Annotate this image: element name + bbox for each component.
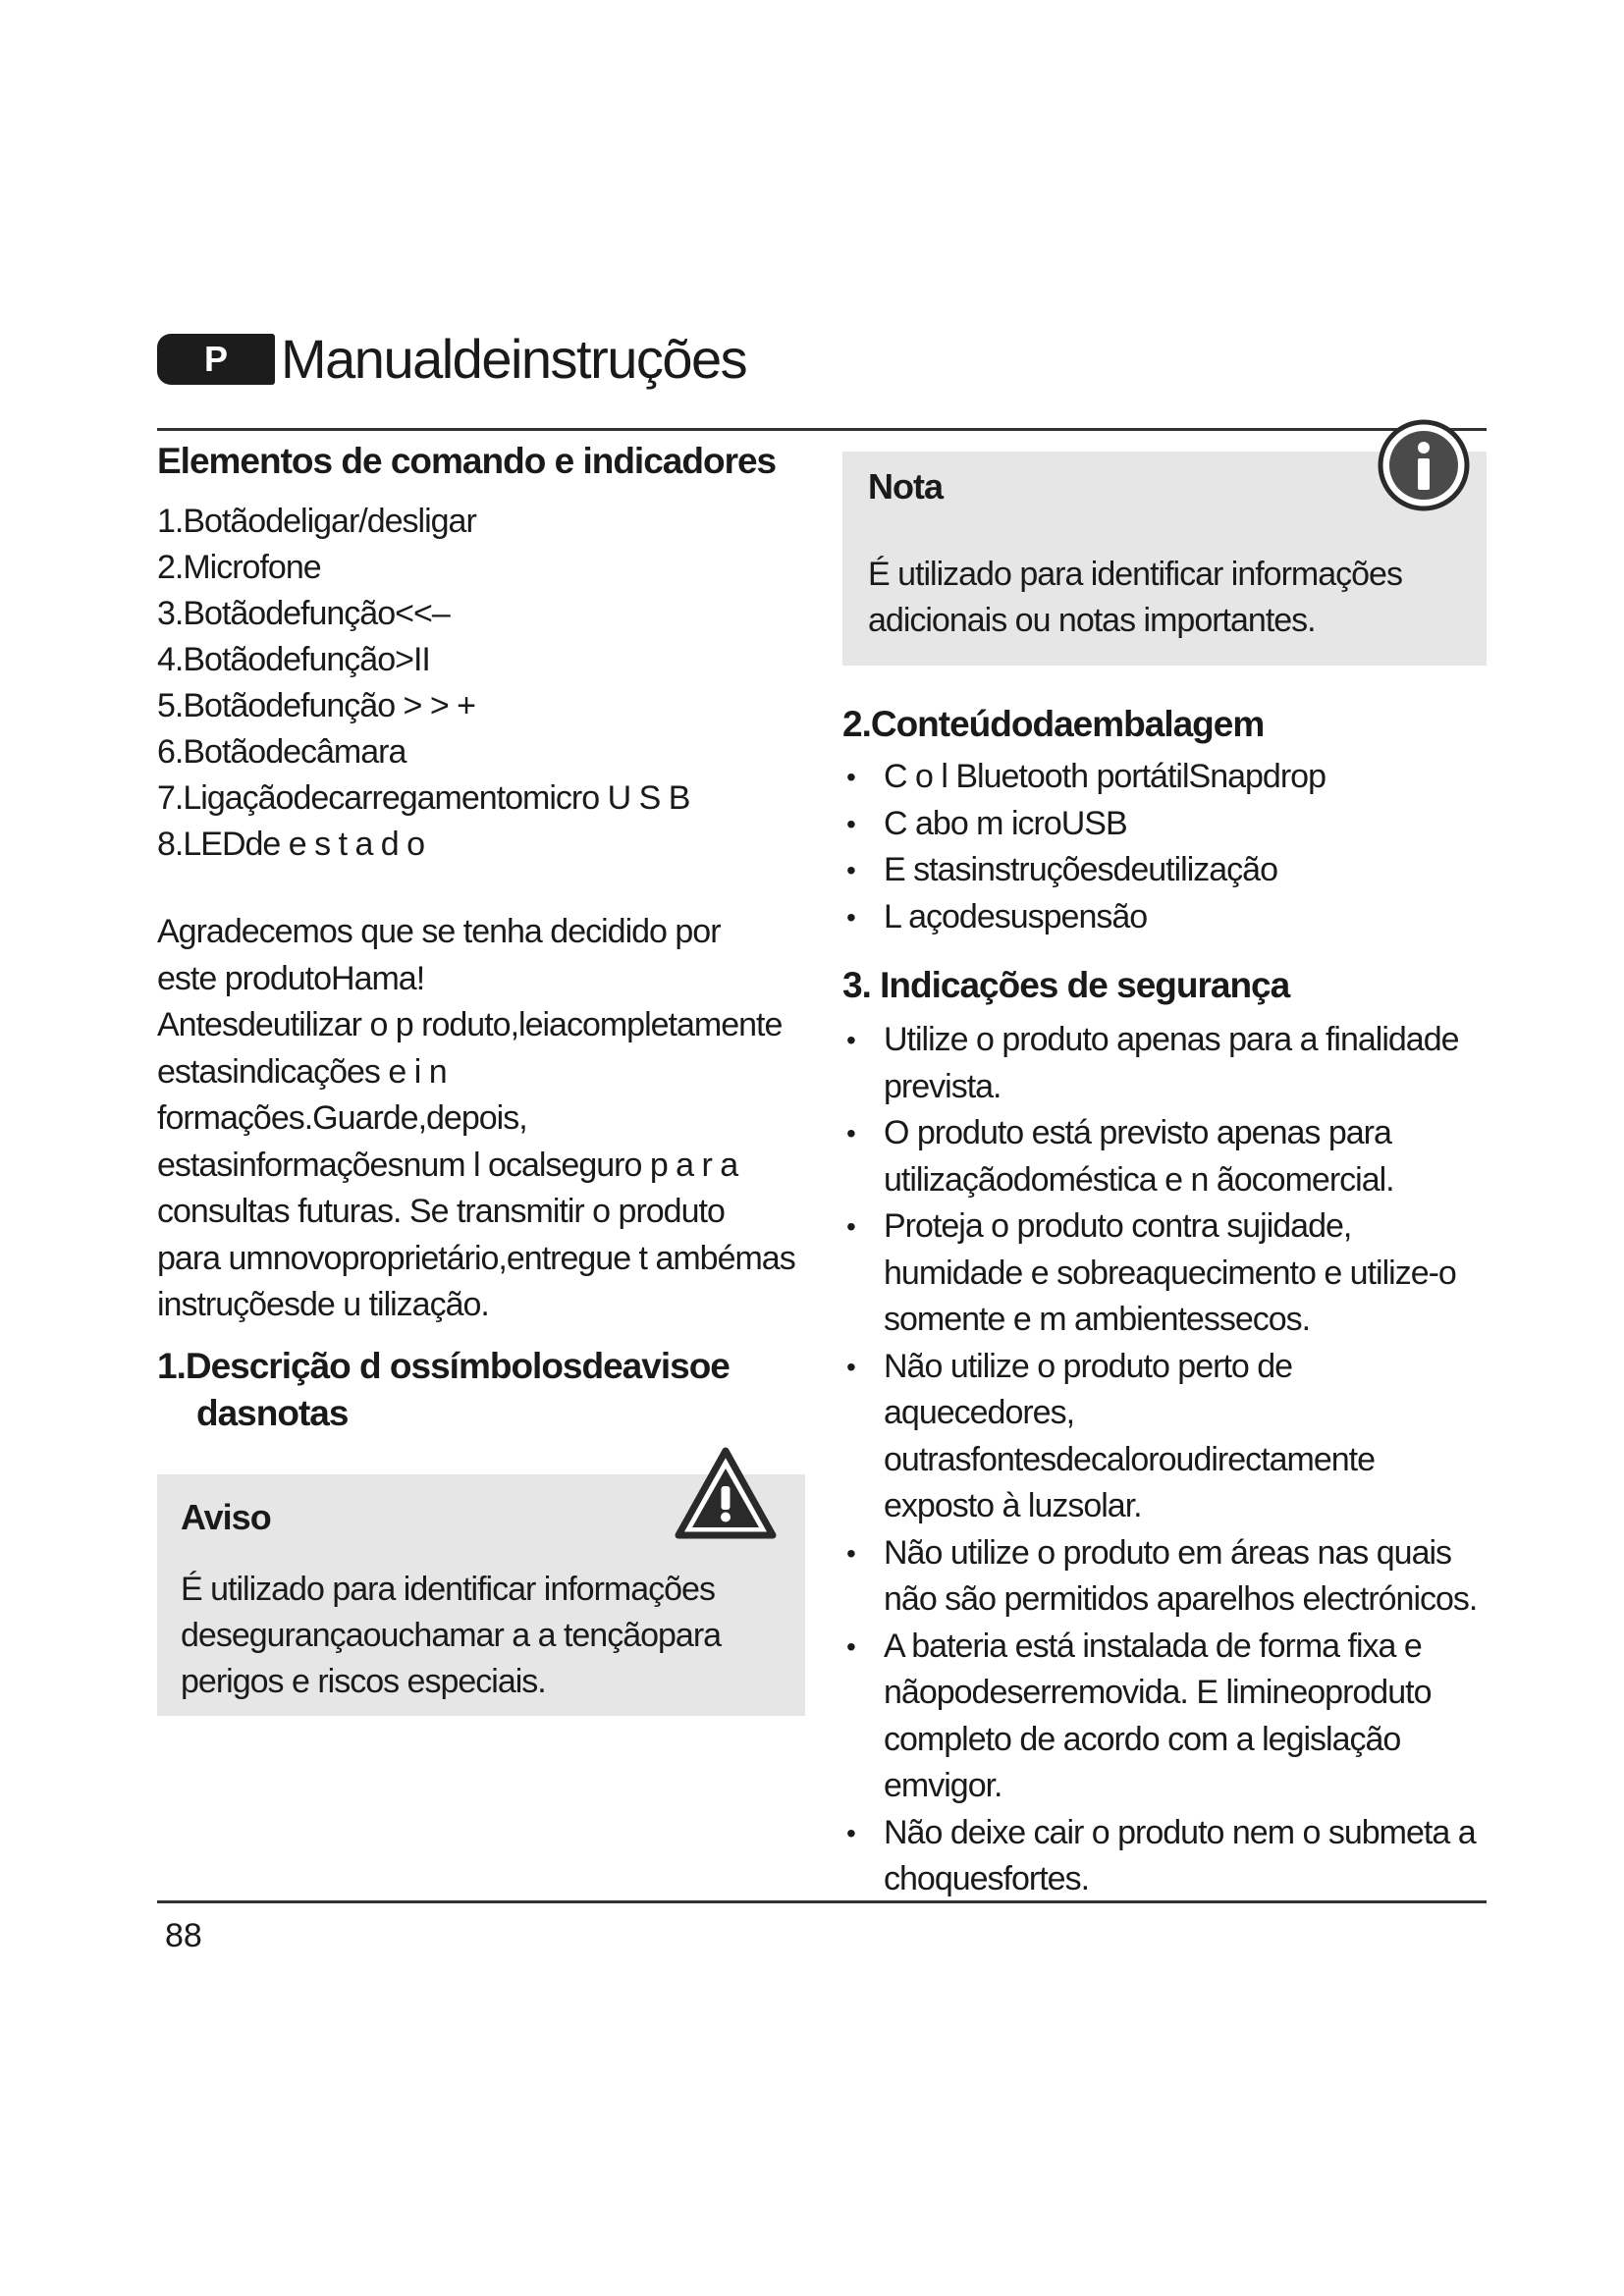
list-item: 1.Botãodeligar/desligar: [157, 503, 476, 540]
list-item: 7.Ligaçãodecarregamentomicro U S B: [157, 779, 690, 817]
note-box-title: Nota: [868, 466, 943, 507]
list-item: • A bateria está instalada de forma fixa e nãopodeserremovida. E limineoproduto completo de acordo com a legislação emvigor.: [846, 1627, 1432, 1804]
list-item: 4.Botãodefunção>II: [157, 641, 430, 678]
symbols-heading-line2: dasnotas: [196, 1392, 349, 1433]
list-item: 3.Botãodefunção<<–: [157, 595, 450, 632]
page-title: Manualdeinstruções: [281, 328, 747, 390]
safety-list: [842, 1017, 1481, 1903]
right-column: [842, 432, 1487, 1903]
list-item: 5.Botãodefunção > > +: [157, 687, 476, 724]
page-number: 88: [165, 1917, 202, 1954]
left-column: [157, 432, 805, 1716]
controls-heading: Elementos de comando e indicadores: [157, 441, 777, 481]
list-item: • Proteja o produto contra sujidade, humidade e sobreaquecimento e utilize-o somente e m ambientessecos.: [846, 1207, 1456, 1338]
list-item: • Não utilize o produto em áreas nas quais não são permitidos aparelhos electrónicos.: [846, 1533, 1478, 1618]
intro-paragraph-1: Agradecemos que se tenha decidido por este produtoHama!: [157, 913, 721, 997]
warning-box: [157, 1474, 805, 1716]
list-item: 6.Botãodecâmara: [157, 733, 406, 771]
bottom-rule: [157, 1900, 1487, 1903]
language-badge: P: [157, 334, 275, 385]
note-box-text: É utilizado para identificar informações adicionais ou notas importantes.: [868, 556, 1402, 639]
list-item: • C abo m icroUSB: [846, 804, 1127, 842]
package-heading: 2.Conteúdodaembalagem: [842, 704, 1265, 744]
list-item: 8.LEDde e s t a d o: [157, 826, 425, 863]
safety-heading: 3. Indicações de segurança: [842, 965, 1290, 1005]
list-item: • L açodesuspensão: [846, 897, 1148, 935]
symbols-heading: [157, 1343, 805, 1437]
intro-paragraph-2: Antesdeutilizar o p roduto,leiacompletamente estasindicações e i n formações.Guarde,depois, estasinformaçõesnum l ocalseguro p a r a consultas futuras. Se transmitir o produto para umnovoproprietário,entregue t ambémas instruçõesde u tilização.: [157, 1006, 795, 1323]
note-box: [842, 452, 1487, 666]
list-item: • Não deixe cair o produto nem o submeta a choquesfortes.: [846, 1813, 1476, 1897]
top-rule: [157, 428, 1487, 431]
package-list: [842, 754, 1487, 940]
warning-box-title: Aviso: [181, 1496, 271, 1537]
list-item: • O produto está previsto apenas para utilizaçãodoméstica e n ãocomercial.: [846, 1114, 1394, 1199]
list-item: • Utilize o produto apenas para a finalidade prevista.: [846, 1021, 1459, 1105]
warning-triangle-icon: [675, 1447, 777, 1541]
list-item: 2.Microfone: [157, 549, 321, 586]
list-item: • Não utilize o produto perto de aquecedores, outrasfontesdecaloroudirectamente exposto à luzsolar.: [846, 1347, 1375, 1524]
symbols-heading-line1: 1.Descrição d ossímbolosdeavisoe: [157, 1345, 730, 1386]
warning-box-text: É utilizado para identificar informações desegurançaouchamar a a tençãopara perigos e riscos especiais.: [181, 1570, 722, 1700]
list-item: • E stasinstruçõesdeutilização: [846, 851, 1278, 888]
controls-list: [157, 499, 805, 868]
info-icon: [1377, 418, 1471, 512]
list-item: • C o l Bluetooth portátilSnapdrop: [846, 758, 1326, 795]
